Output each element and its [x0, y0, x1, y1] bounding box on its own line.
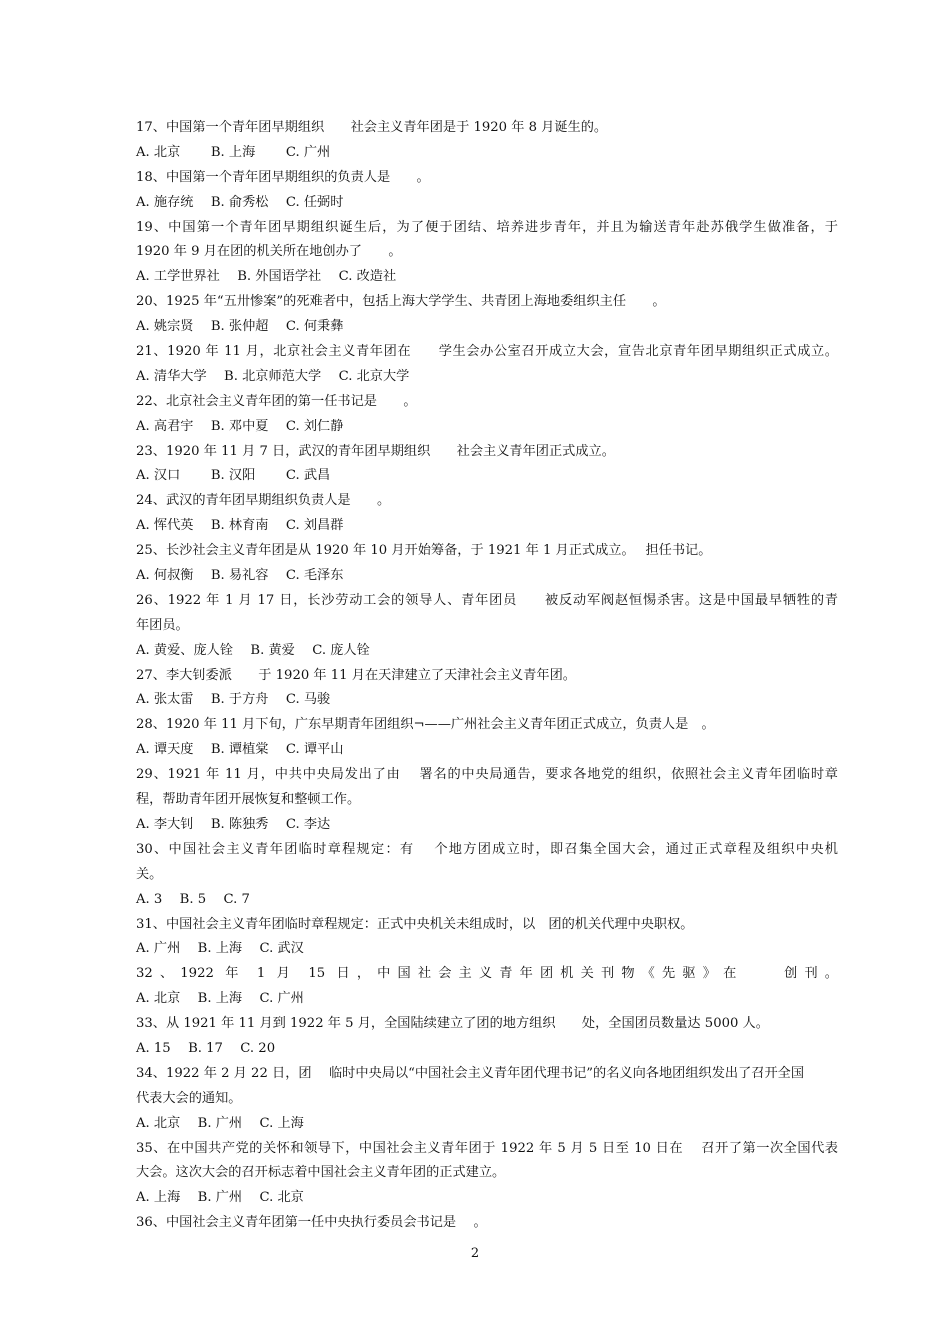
question-list	[136, 116, 838, 1236]
answer-options: A. 清华大学 B. 北京师范大学 C. 北京大学	[136, 368, 410, 384]
question-text: 代表大会的通知。	[136, 1090, 242, 1106]
answer-options: A. 李大钊 B. 陈独秀 C. 李达	[136, 816, 331, 832]
question-text: 年团员。	[136, 617, 189, 633]
question-text: 23、1920 年 11 月 7 日，武汉的青年团早期组织 社会主义青年团正式成立。	[136, 443, 615, 459]
answer-options: A. 黄爱、庞人铨 B. 黄爱 C. 庞人铨	[136, 642, 370, 658]
question-text: 17、中国第一个青年团早期组织 社会主义青年团是于 1920 年 8 月诞生的。	[136, 120, 608, 135]
question-text: 程，帮助青年团开展恢复和整顿工作。	[136, 792, 361, 808]
question-text: 大会。这次大会的召开标志着中国社会主义青年团的正式建立。	[136, 1165, 506, 1181]
answer-options: A. 汉口 B. 汉阳 C. 武昌	[136, 468, 331, 484]
question-text: 1920 年 9 月在团的机关所在地创办了 。	[136, 244, 402, 260]
question-text: 26、1922 年 1 月 17 日，长沙劳动工会的领导人、青年团员 被反动军阀赵恒惕杀害。这是中国最早牺牲的青	[136, 592, 838, 608]
answer-options: A. 谭天度 B. 谭植棠 C. 谭平山	[136, 742, 344, 758]
question-text: 34、1922 年 2 月 22 日，团 临时中央局以“中国社会主义青年团代理书记”的名义向各地团组织发出了召开全国	[136, 1065, 805, 1081]
question-text: 19、中国第一个青年团早期组织诞生后，为了便于团结、培养进步青年，并且为输送青年赴苏俄学生做准备，于	[136, 219, 838, 235]
answer-options: A. 3 B. 5 C. 7	[136, 891, 250, 907]
question-text: 32、1922 年 1 月 15 日，中国社会主义青年团机关刊物《先驱》在 创刊。	[136, 966, 838, 982]
answer-options: A. 上海 B. 广州 C. 北京	[136, 1190, 304, 1206]
question-text: 28、1920 年 11 月下旬，广东早期青年团组织¬——广州社会主义青年团正式成立，负责人是 。	[136, 717, 715, 733]
answer-options: A. 北京 B. 上海 C. 广州	[136, 144, 331, 160]
question-text: 30、中国社会主义青年团临时章程规定：有 个地方团成立时，即召集全国大会，通过正式章程及组织中央机	[136, 841, 838, 857]
answer-options: A. 恽代英 B. 林育南 C. 刘昌群	[136, 518, 344, 534]
question-text: 关。	[136, 866, 163, 882]
answer-options: A. 施存统 B. 俞秀松 C. 任弼时	[136, 194, 344, 210]
page-number: 2	[470, 1246, 480, 1261]
question-text: 21、1920 年 11 月，北京社会主义青年团在 学生会办公室召开成立大会，宣告北京青年团早期组织正式成立。	[136, 344, 838, 360]
answer-options: A. 广州 B. 上海 C. 武汉	[136, 941, 304, 957]
answer-options: A. 工学世界社 B. 外国语学社 C. 改造社	[136, 269, 397, 285]
answer-options: A. 15 B. 17 C. 20	[136, 1040, 276, 1056]
question-text: 33、从 1921 年 11 月到 1922 年 5 月，全国陆续建立了团的地方组织 处，全国团员数量达 5000 人。	[136, 1016, 769, 1032]
question-text: 22、北京社会主义青年团的第一任书记是 。	[136, 393, 417, 409]
question-text: 31、中国社会主义青年团临时章程规定：正式中央机关未组成时，以 团的机关代理中央职权。	[136, 916, 694, 932]
answer-options: A. 高君宇 B. 邓中夏 C. 刘仁静	[136, 418, 344, 434]
question-text: 18、中国第一个青年团早期组织的负责人是 。	[136, 169, 430, 185]
answer-options: A. 北京 B. 广州 C. 上海	[136, 1115, 304, 1131]
answer-options: A. 张太雷 B. 于方舟 C. 马骏	[136, 692, 331, 708]
question-text: 24、武汉的青年团早期组织负责人是 。	[136, 493, 391, 509]
question-text: 29、1921 年 11 月，中共中央局发出了由 署名的中央局通告，要求各地党的组织，依照社会主义青年团临时章	[136, 767, 838, 783]
answer-options: A. 北京 B. 上海 C. 广州	[136, 991, 304, 1007]
question-text: 25、长沙社会主义青年团是从 1920 年 10 月开始筹备，于 1921 年 1 月正式成立。 担任书记。	[136, 543, 712, 559]
question-text: 27、李大钊委派 于 1920 年 11 月在天津建立了天津社会主义青年团。	[136, 667, 576, 683]
answer-options: A. 何叔衡 B. 易礼容 C. 毛泽东	[136, 568, 344, 584]
question-text: 35、在中国共产党的关怀和领导下，中国社会主义青年团于 1922 年 5 月 5 日至 10 日在 召开了第一次全国代表	[136, 1140, 838, 1156]
question-text: 20、1925 年“五卅惨案”的死难者中，包括上海大学学生、共青团上海地委组织主任 。	[136, 294, 666, 310]
answer-options: A. 姚宗贤 B. 张仲超 C. 何秉彝	[136, 319, 344, 335]
question-text: 36、中国社会主义青年团第一任中央执行委员会书记是 。	[136, 1215, 487, 1231]
